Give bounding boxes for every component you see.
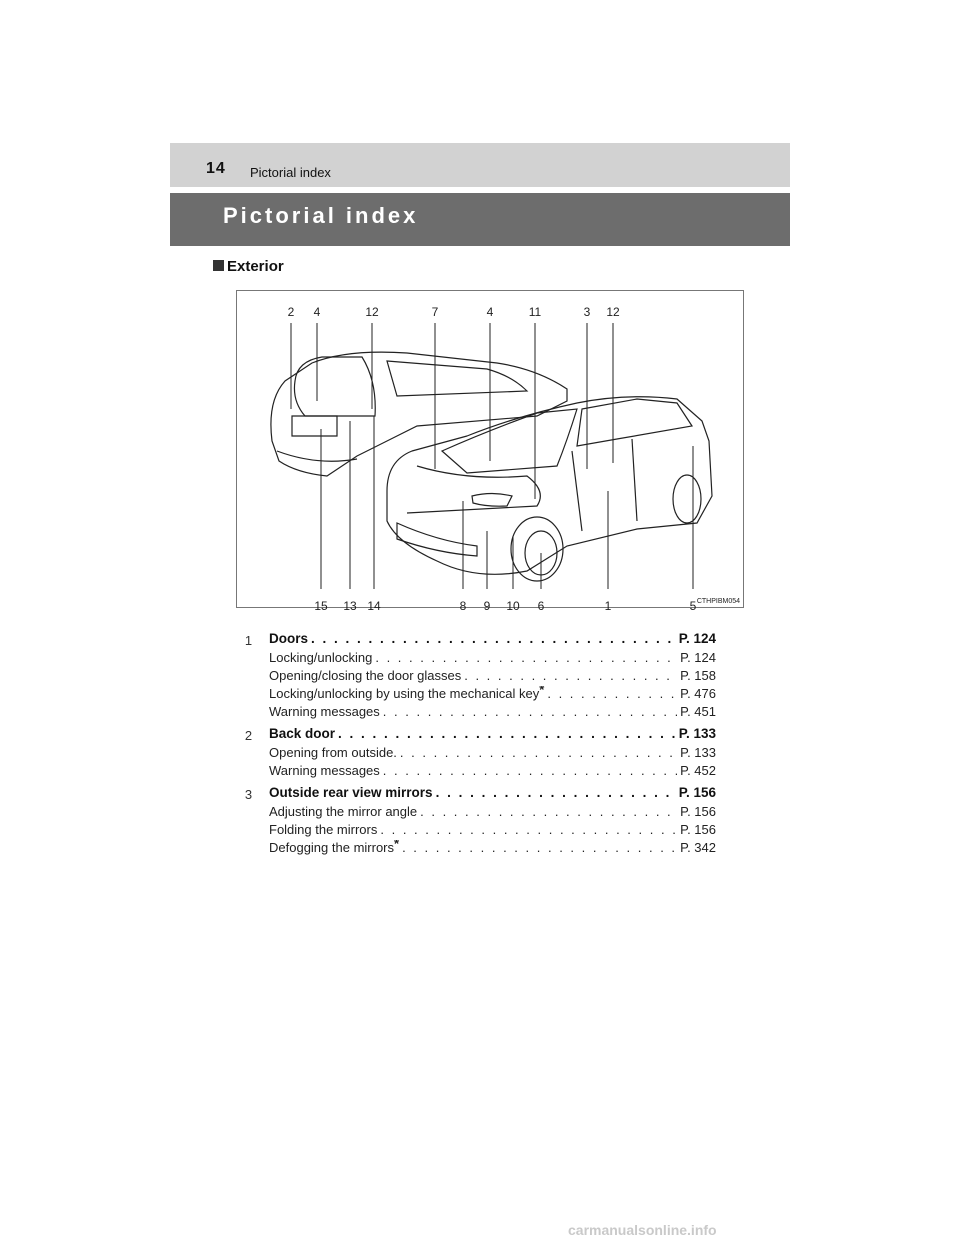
callout-4-top: 4 <box>313 305 321 319</box>
front-car-outline <box>387 397 712 575</box>
callout-3-top: 3 <box>583 305 591 319</box>
page-number: 14 <box>206 160 226 177</box>
entry-item: Opening from outside. . . . P. 133 <box>269 745 716 763</box>
rear-car-outline <box>271 352 567 476</box>
entry-item: Defogging the mirrors* . . . P. 342 <box>269 840 716 858</box>
entry-item: Warning messages . . . P. 451 <box>269 704 716 722</box>
vehicle-illustration <box>236 290 744 613</box>
subsection-label: Exterior <box>227 258 284 275</box>
front-car-side-windows <box>577 399 692 446</box>
rear-car-window <box>294 357 375 416</box>
callout-11-top: 11 <box>528 305 542 319</box>
callout-9-bottom: 9 <box>483 599 491 613</box>
callout-4-top-front: 4 <box>486 305 494 319</box>
entry-item: Locking/unlocking by using the mechanical key* . . . P. 476 <box>269 686 716 704</box>
headlight <box>472 494 512 507</box>
callout-7-top: 7 <box>431 305 439 319</box>
entry-item: Folding the mirrors . . . P. 156 <box>269 822 716 840</box>
front-grille <box>397 523 477 556</box>
car-drawing <box>237 291 743 607</box>
square-bullet-icon <box>213 260 224 271</box>
header-section: Pictorial index <box>250 165 331 180</box>
rear-car-side-window <box>387 361 527 396</box>
callout-1-bottom: 1 <box>604 599 612 613</box>
entry-number: 2 <box>244 728 253 743</box>
optional-equipment-mark: * <box>539 686 545 697</box>
front-door-line <box>572 451 582 531</box>
rear-license-plate <box>292 416 337 436</box>
entry-heading-back-door: Back door . . . P. 133 <box>269 726 716 744</box>
entry-heading-mirrors: Outside rear view mirrors . . . P. 156 <box>269 785 716 803</box>
callout-5-bottom: 5 <box>689 599 697 613</box>
entry-number: 3 <box>244 787 253 802</box>
page-title: Pictorial index <box>223 203 419 228</box>
callout-10-bottom: 10 <box>506 599 520 613</box>
subsection-heading <box>213 258 284 275</box>
callout-14-bottom: 14 <box>367 599 381 613</box>
entry-heading-doors: Doors . . . P. 124 <box>269 631 716 649</box>
entry-item: Opening/closing the door glasses . . . P. 158 <box>269 668 716 686</box>
rear-bumper <box>277 451 357 461</box>
optional-equipment-mark: * <box>394 840 400 851</box>
callout-15-bottom: 15 <box>314 599 328 613</box>
entry-number: 1 <box>244 633 253 648</box>
callout-12-top-front: 12 <box>606 305 620 319</box>
entry-item: Adjusting the mirror angle . . . P. 156 <box>269 804 716 822</box>
rear-door-line <box>632 439 637 521</box>
entry-item: Warning messages . . . P. 452 <box>269 763 716 781</box>
callout-13-bottom: 13 <box>343 599 357 613</box>
entry-item: Locking/unlocking . . . P. 124 <box>269 650 716 668</box>
rear-wheel <box>673 475 701 523</box>
callout-2-top: 2 <box>287 305 295 319</box>
callout-6-bottom: 6 <box>537 599 545 613</box>
figure-code: CTHPIBM054 <box>696 598 740 605</box>
front-wheel <box>511 517 563 581</box>
watermark: carmanualsonline.info <box>568 1222 717 1238</box>
callout-12-top: 12 <box>365 305 379 319</box>
callout-8-bottom: 8 <box>459 599 467 613</box>
